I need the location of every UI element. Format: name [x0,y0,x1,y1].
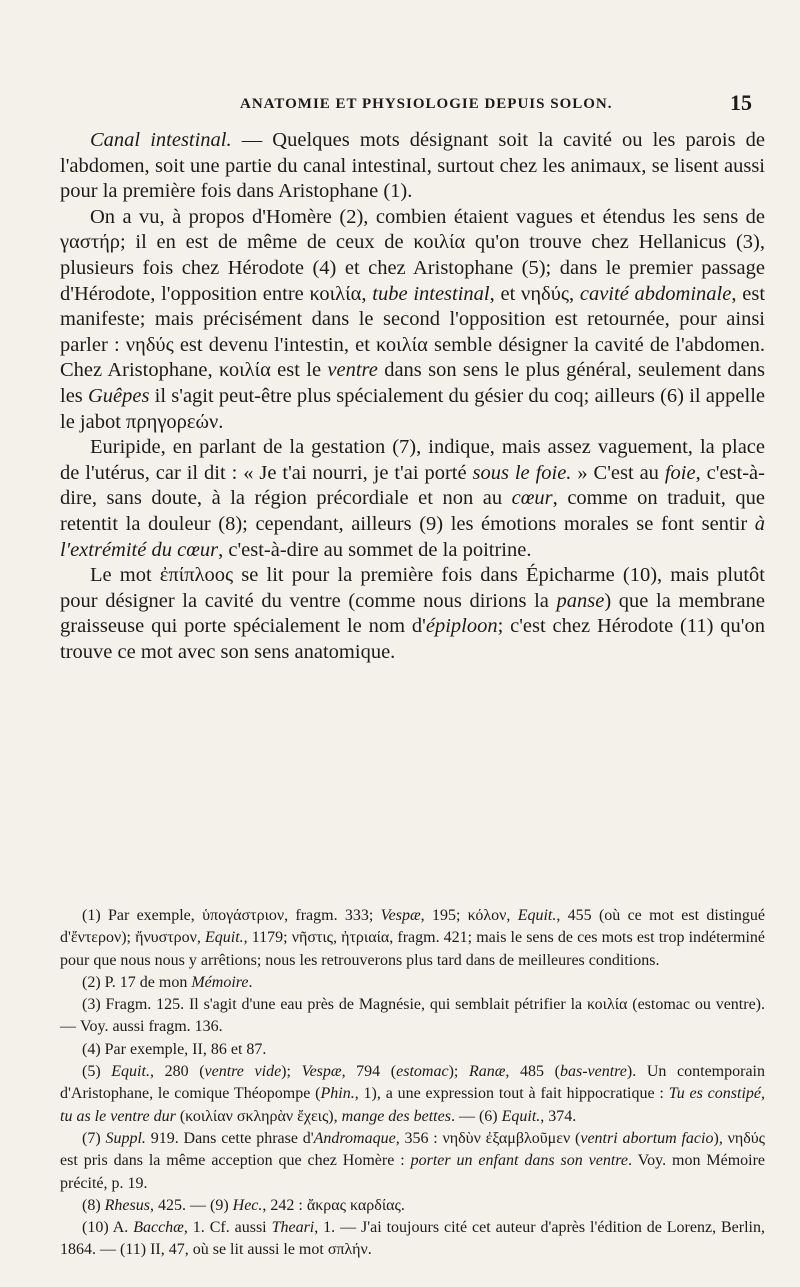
footnote-3: (3) Fragm. 125. Il s'agit d'une eau près de Magnésie, qui semblait pétrifier la κοιλία (estomac ou ventre). — Voy. aussi fragm. 136. [60,996,765,1036]
page-number: 15 [730,90,752,115]
paragraph-euripide: Euripide, en parlant de la gestation (7), indique, mais assez vaguement, la place de l'utérus, car il dit : « Je t'ai nourri, je t'ai porté sous le foie. » C'est au foie, c'est-à-dire, sans doute, à la région précordiale et non au cœur, comme on traduit, que retentit la douleur (8); cependant, ailleurs (9) les émotions morales se font sentir à l'extrémité du cœur, c'est-à-dire au sommet de la poitrine. [60,436,765,561]
paragraph-canal-intestinal: Canal intestinal. — Quelques mots désignant soit la cavité ou les parois de l'abdomen, soit une partie du canal intestinal, surtout chez les animaux, se lisent aussi pour la première fois dans Aristophane (1). [60,129,765,203]
footnote-8-9: (8) Rhesus, 425. — (9) Hec., 242 : ἄκρας καρδίας. [82,1196,405,1214]
footnote-1: (1) Par exemple, ὑπογάστριον, fragm. 333; Vespæ, 195; κόλον, Equit., 455 (où ce mot est distingué d'ἔντερον); ἤνυστρον, Equit., 1179; νῆστις, ἠτριαία, fragm. 421; mais le sens de ces mots est trop indéterminé pour que nous nous y arrêtions; nous les retrouverons plus tard dans de meilleures conditions. [60,907,765,969]
running-head: ANATOMIE ET PHYSIOLOGIE DEPUIS SOLON. [240,96,613,112]
section-title: Canal intestinal. [90,129,232,151]
footnote-4: (4) Par exemple, II, 86 et 87. [82,1040,267,1058]
footnote-2: (2) P. 17 de mon Mémoire. [82,973,253,991]
footnote-10-11: (10) A. Bacchæ, 1. Cf. aussi Theari, 1. — J'ai toujours cité cet auteur d'après l'édition de Lorenz, Berlin, 1864. — (11) II, 47, où se lit aussi le mot σπλήν. [60,1219,766,1259]
main-text [60,128,765,665]
footnotes [60,905,765,1262]
footnote-7: (7) Suppl. 919. Dans cette phrase d'Andromaque, 356 : νηδὺν ἐξαμβλοῦμεν (ventri abortum facio), νηδύς est pris dans la même acception que chez Homère : porter un enfant dans son ventre. Voy. mon Mémoire précité, p. 19. [60,1129,766,1192]
footnote-5-6: (5) Equit., 280 (ventre vide); Vespæ, 794 (estomac); Ranæ, 485 (bas-ventre). Un contemporain d'Aristophane, le comique Théopompe (Phin., 1), a une expression tout à fait hippocratique : Tu es constipé, tu as le ventre dur (κοιλίαν σκληρὰν ἔχεις), mange des bettes. — (6) Equit., 374. [60,1063,766,1125]
paragraph-epiploon: Le mot ἐπίπλοος se lit pour la première fois dans Épicharme (10), mais plutôt pour désigner la cavité du ventre (comme nous dirions la panse) que la membrane graisseuse qui porte spécialement le nom d'épiploon; c'est chez Hérodote (11) qu'on trouve ce mot avec son sens anatomique. [60,564,765,663]
paragraph-homere: On a vu, à propos d'Homère (2), combien étaient vagues et étendus les sens de γαστήρ; il en est de même de ceux de κοιλία qu'on trouve chez Hellanicus (3), plusieurs fois chez Hérodote (4) et chez Aristophane (5); dans le premier passage d'Hérodote, l'opposition entre κοιλία, tube intestinal, et νηδύς, cavité abdominale, est manifeste; mais précisément dans le second l'opposition est retournée, pour ainsi parler : νηδύς est devenu l'intestin, et κοιλία semble désigner la cavité de l'abdomen. Chez Aristophane, κοιλία est le ventre dans son sens le plus général, seulement dans les Guêpes il s'agit peut-être plus spécialement du gésier du coq; ailleurs (6) il appelle le jabot πρηγορεών. [60,205,766,433]
page-header [0,90,800,126]
